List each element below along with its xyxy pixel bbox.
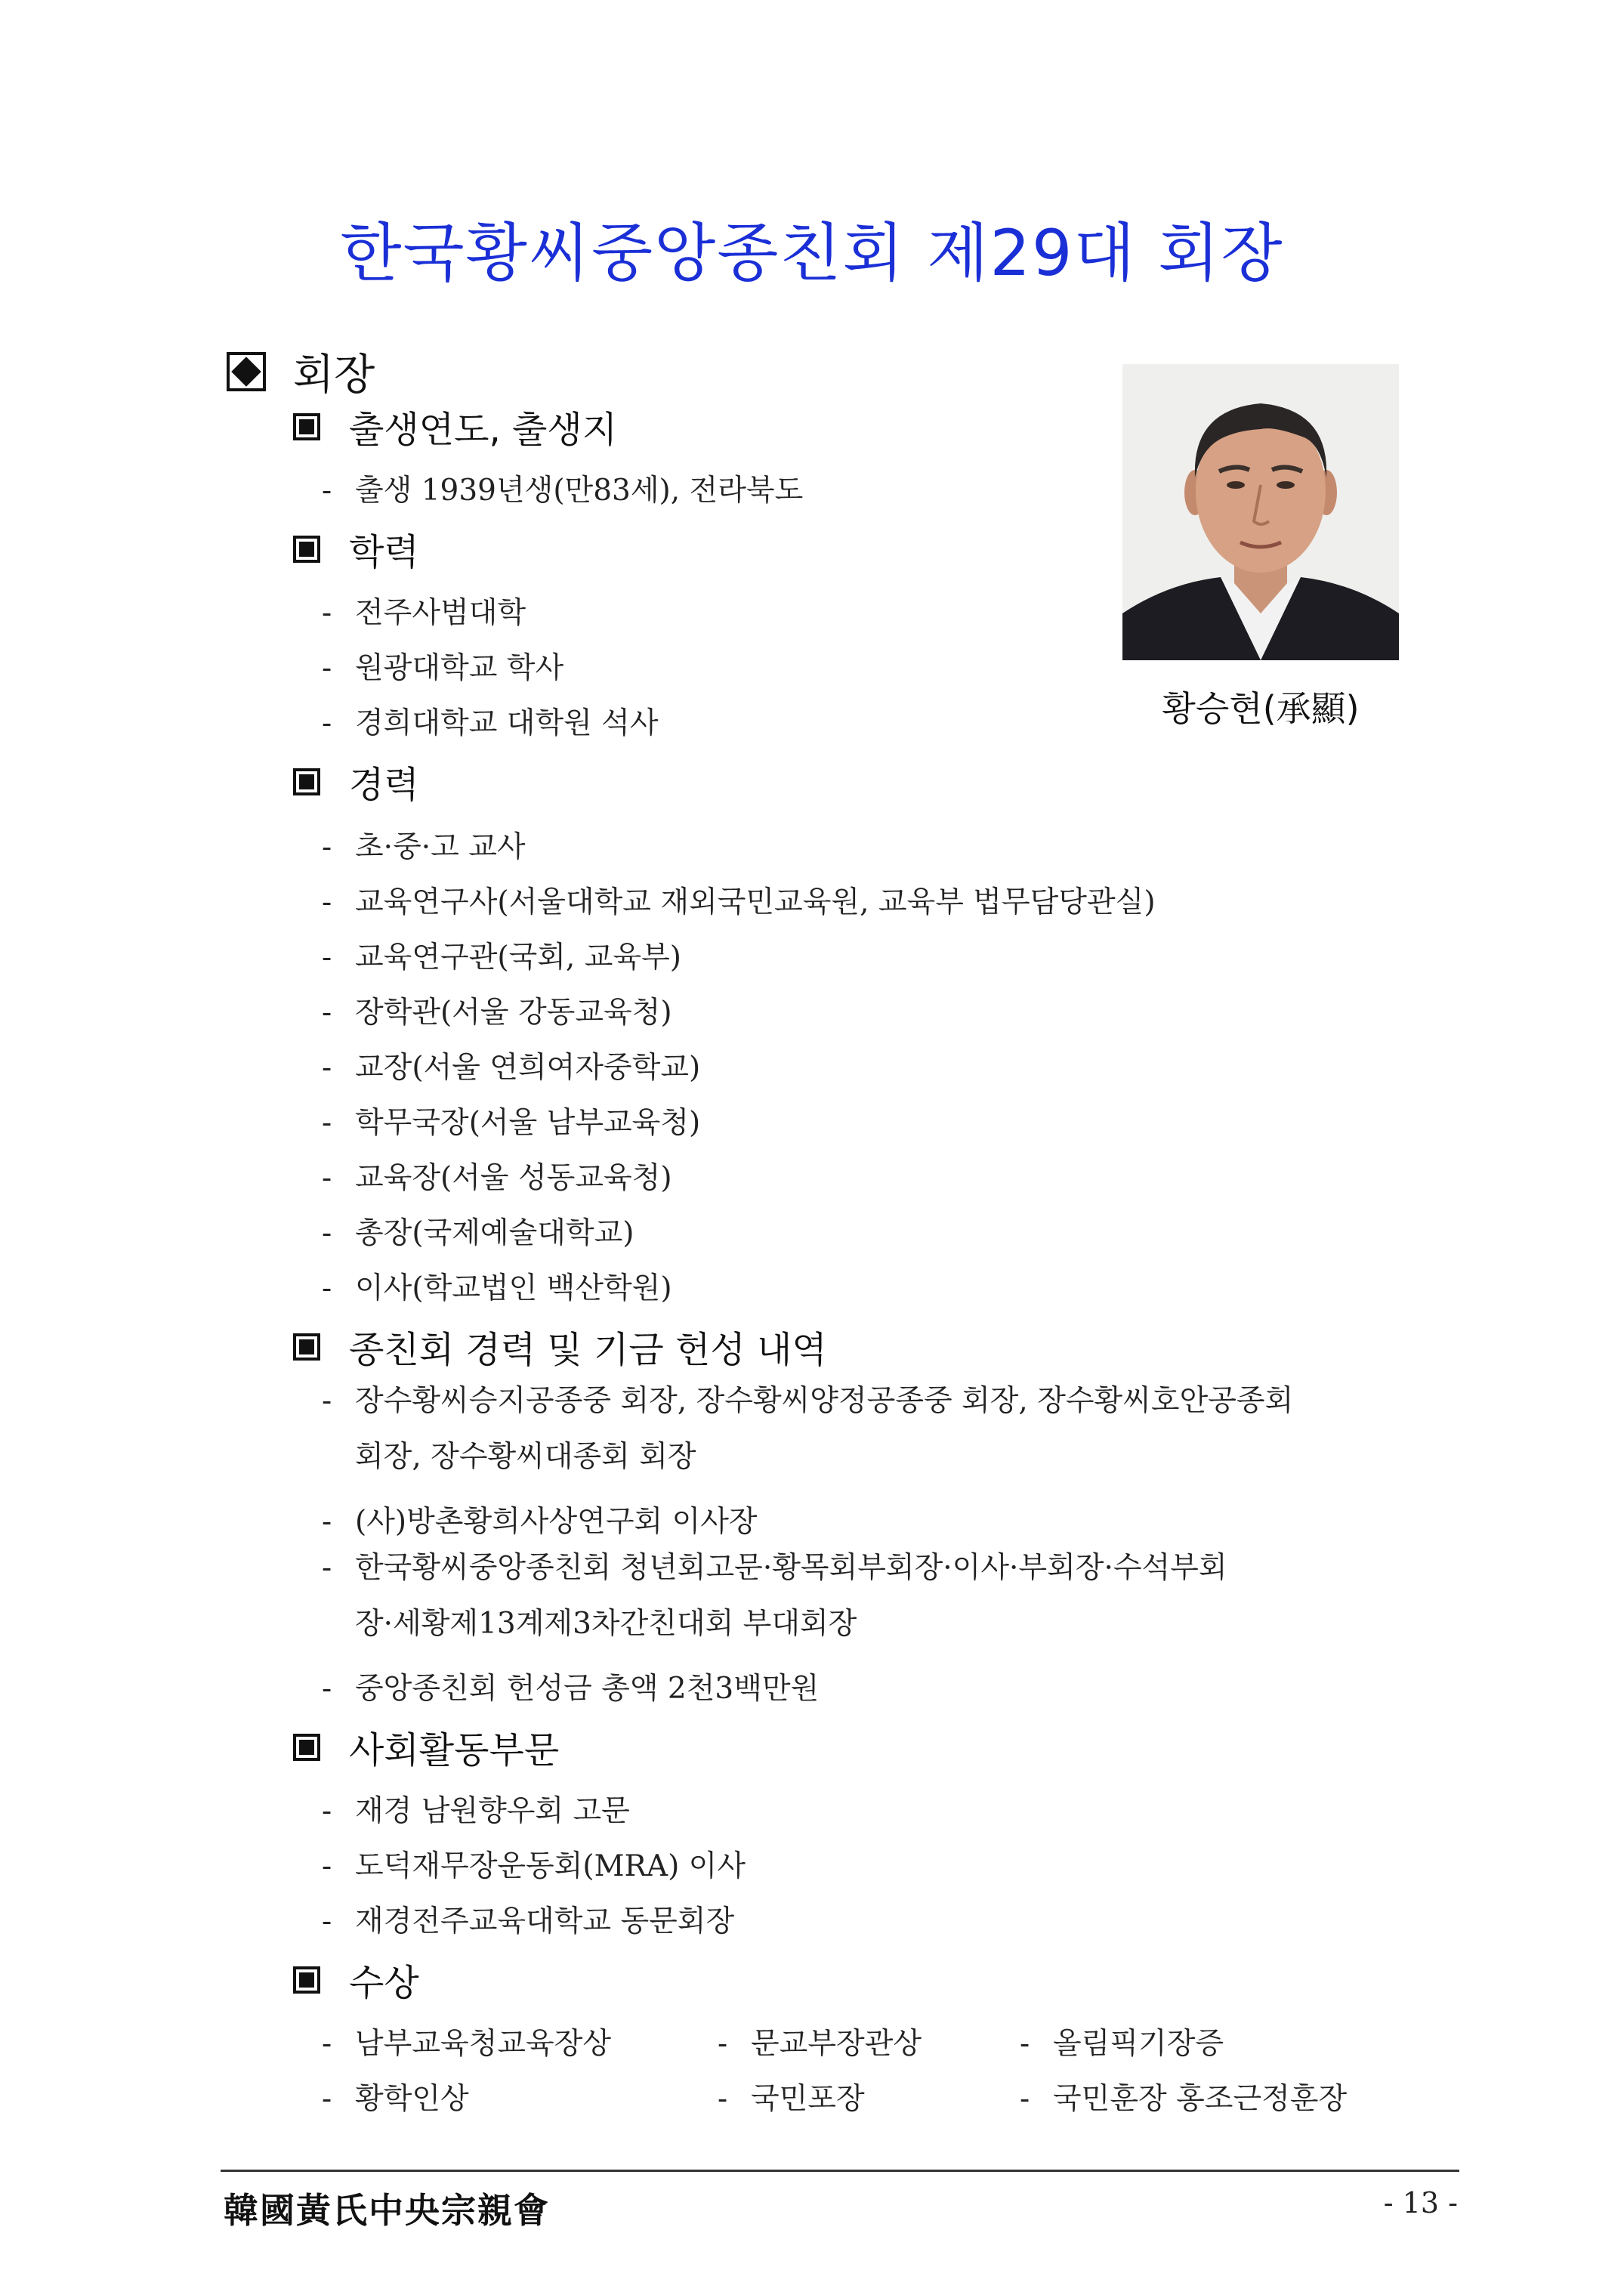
list-item: - 교육연구사(서울대학교 재외국민교육원, 교육부 법무담당관실) — [322, 885, 1156, 919]
list-item: - 경희대학교 대학원 석사 — [322, 706, 659, 740]
award-item: - 황학인상 — [322, 2082, 469, 2116]
section-heading-awards — [293, 1954, 419, 2006]
award-item: - 국민포장 — [718, 2082, 865, 2116]
square-bullet-icon — [293, 536, 320, 563]
list-item: - 도덕재무장운동회(MRA) 이사 — [322, 1849, 746, 1883]
main-heading — [227, 341, 375, 402]
section-heading-career — [293, 755, 419, 808]
section-heading-clan — [293, 1320, 827, 1373]
list-item: - 중앙종친회 헌성금 총액 2천3백만원 — [322, 1672, 820, 1706]
section-heading-birth — [293, 400, 617, 453]
square-bullet-icon — [293, 413, 320, 440]
list-item: - 재경 남원향우회 고문 — [322, 1794, 630, 1828]
list-item: - 장학관(서울 강동교육청) — [322, 996, 672, 1030]
section-heading-label: 사회활동부문 — [349, 1729, 560, 1771]
list-item: - 교육연구관(국회, 교육부) — [322, 941, 681, 975]
square-bullet-icon — [293, 1333, 320, 1361]
square-bullet-icon — [293, 1966, 320, 1994]
section-heading-label: 수상 — [349, 1962, 419, 2004]
section-heading-label: 학력 — [349, 531, 419, 573]
page-number: - 13 - — [1383, 2186, 1458, 2219]
list-item: - (사)방촌황희사상연구회 이사장 — [322, 1505, 758, 1539]
footer-divider — [221, 2170, 1459, 2172]
page-title: 한국황씨중앙종친회 제29대 회장 — [340, 216, 1284, 290]
list-item: - 이사(학교법인 백산학원) — [322, 1271, 672, 1305]
main-heading-label: 회장 — [293, 351, 375, 400]
award-item: - 남부교육청교육장상 — [322, 2027, 612, 2061]
list-item: - 교장(서울 연희여자중학교) — [322, 1051, 701, 1085]
list-item: - 한국황씨중앙종친회 청년회고문·황목회부회장·이사·부회장·수석부회 장·세황제13계제3차간친대회 부대회장 — [322, 1551, 1227, 1641]
award-item: - 문교부장관상 — [718, 2027, 922, 2061]
list-item: - 교육장(서울 성동교육청) — [322, 1161, 672, 1195]
list-item: - 원광대학교 학사 — [322, 651, 564, 685]
portrait-illustration — [1122, 364, 1399, 660]
section-heading-label: 출생연도, 출생지 — [349, 409, 618, 451]
diamond-box-icon — [227, 352, 266, 391]
photo-caption: 황승현(承顯) — [1162, 688, 1360, 729]
award-item: - 국민훈장 홍조근정훈장 — [1020, 2082, 1348, 2116]
list-item: - 전주사범대학 — [322, 596, 526, 630]
section-heading-label: 종친회 경력 및 기금 헌성 내역 — [349, 1329, 827, 1371]
list-item: - 재경전주교육대학교 동문회장 — [322, 1904, 735, 1938]
section-heading-label: 경력 — [349, 764, 419, 806]
list-item: - 장수황씨승지공종중 회장, 장수황씨양정공종중 회장, 장수황씨호안공종회 회장, 장수황씨대종회 회장 — [322, 1384, 1294, 1474]
list-item: - 출생 1939년생(만83세), 전라북도 — [322, 474, 804, 508]
section-heading-education — [293, 523, 419, 575]
portrait-photo — [1122, 364, 1399, 660]
list-item: - 초·중·고 교사 — [322, 830, 526, 864]
footer-logo: 韓國黃氏中央宗親會 — [224, 2190, 550, 2231]
list-item: - 학무국장(서울 남부교육청) — [322, 1106, 701, 1140]
section-heading-social — [293, 1721, 559, 1773]
list-item: - 총장(국제예술대학교) — [322, 1216, 634, 1250]
square-bullet-icon — [293, 1734, 320, 1761]
square-bullet-icon — [293, 768, 320, 795]
award-item: - 올림픽기장증 — [1020, 2027, 1224, 2061]
